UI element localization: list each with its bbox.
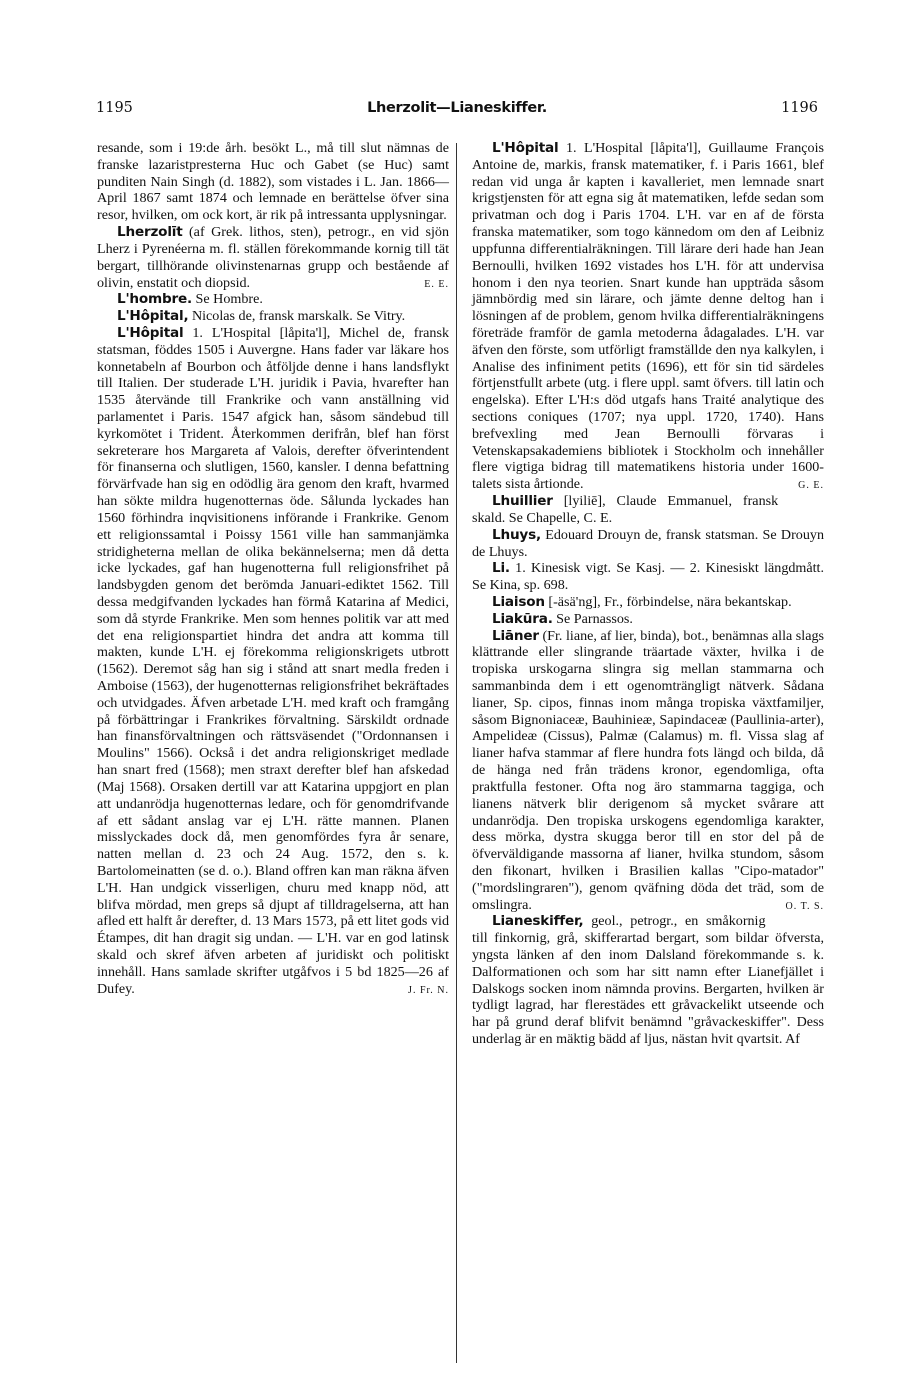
headword: L'hombre. xyxy=(117,291,193,308)
entry-liaison xyxy=(472,594,824,611)
author-signature: E. E. xyxy=(424,278,449,290)
entry-lianer xyxy=(472,628,824,914)
entry-text: 1. L'Hospital [låpita'l], Michel de, fransk statsman, föddes 1505 i Auvergne. Hans fader var läkare hos konnetabeln af Bourbon och åtföljde denne i hans landsflykt till Italien. Der studerade L'H. juridik i Pavia, hvarefter han 1535 återvände till Frankrike och vann anställning vid parlamentet i Paris. 1547 afgick han, såsom sändebud till kyrkomötet i Trident. Återkommen derifrån, blef han först sekreterare hos Margareta af Valois, derefter öfverintendent för finanserna och slutligen, 1560, kansler. I denna befattning förvärfvade han sig en odödlig ära genom den kraft, hvarmed han sökte mildra hugenotternas öde. Sålunda lyckades han 1560 förhindra inqvisitionens införande i Frankrike. Genom ett religionssamtal i Poissy 1561 ville han sammanjämka stridigheterna mellan de olika bekännelserna; men då detta icke lyckades, gaf han hugenotterna full religionsfrihet på landsbygden genom det berömda Januari-ediktet 1562. Till dessa medgifvanden lyckades han förmå Katarina af Medici, som då styrde Frankrike. Men som hennes politik var att med det ena religionspartiet hindra det andra att komma till makten, kunde L'H. ej förekomma religionskrigets utbrott (1562). Deremot såg han sig i stånd att snart medla freden i Amboise (1563), der hugenotternas religionsfrihet bekräftades och utvidgades. Äfven arbetade L'H. med kraft och framgång på förbättringar i Frankrikes förvaltning. Särskildt ordnade han finansförvaltningen och rättsväsendet ("Ordonnansen i Moulins" 1566). Också i det andra religionskriget medlade han snart fred (1568); men straxt derefter blef han afskedad (Maj 1568). Orsaken dertill var att Katarina uppgjort en plan att undanrödja hugenotternas ledare, och för genomdrifvande af ett sådant anslag var ej L'H. rätte mannen. Planen misslyckades dock då, men genomfördes fyra år senare, natten mellan d. 23 och 24 Aug. 1572, den s. k. Bartolomeinatten (se d. o.). Bland offren kan man räkna äfven L'H. Han undgick visserligen, churu med knapp nöd, att blifva mördad, men greps så djupt af tilldragelserna, att han afled ett halft år derefter, d. 13 Mars 1573, på ett litet gods vid Étampes, dit han dragit sig undan. — L'H. var en god latinsk skald och skref äfven arbeten af juridiskt och politiskt innehåll. Hans samlade skrifter utgåfvos i 5 bd 1825—26 af Dufey. xyxy=(97,324,449,997)
right-page-number: 1196 xyxy=(781,100,818,116)
headword: Li. xyxy=(492,560,510,577)
left-column xyxy=(97,140,449,999)
entry-text: resande, som i 19:de årh. besökt L., må till slut nämnas de franske lazaristpresterna Huc och Gabet (se Huc) samt punditen Nain Singh (d. 1882), som vistades i L. Jan. 1866—April 1867 samt 1874 och lemnade en berättelse öfver sina resor, hvilken, om ock kort, är rik på intressanta upplysningar. xyxy=(97,140,449,224)
right-column xyxy=(472,140,824,1048)
entry-text: geol., petrogr., en småkornig till finkornig, grå, skifferartad bergart, som bildar öfversta, yngsta länken af den inom Dalsland förekommande s. k. Dalformationen och som har sitt namn efter Lianefjället i Dalskogs socken inom nämnda provins. Bergarten, hvilken är tydligt lagrad, har flerestädes ett gråvackelikt utseende och har på grund deraf blifvit benämnd "gråvackeskiffer". Dess underlag är en mäktig bädd af ljus, nästan hvit qvartsit. Af xyxy=(472,913,824,1048)
headword: Liakūra. xyxy=(492,610,553,627)
headword: Lhuys, xyxy=(492,526,541,543)
author-signature: G. E. xyxy=(798,480,824,492)
entry-lianeskiffer xyxy=(472,913,824,1048)
entry-lhuys xyxy=(472,527,824,561)
entry-text: Se Parnassos. xyxy=(552,610,633,627)
entry-li xyxy=(472,560,824,594)
running-title: Lherzolit—Lianeskiffer. xyxy=(367,100,547,116)
author-signature: O. T. S. xyxy=(785,900,824,912)
entry-text: Edouard Drouyn de, fransk statsman. Se Drouyn de Lhuys. xyxy=(472,526,824,560)
page-header xyxy=(96,100,818,124)
entry-text: Se Hombre. xyxy=(192,291,263,308)
column-divider xyxy=(456,143,457,1363)
headword: Lhuillier xyxy=(492,493,553,510)
entry-text: Nicolas de, fransk marskalk. Se Vitry. xyxy=(188,308,406,325)
headword: Lherzolīt xyxy=(117,224,183,241)
headword: Liaison xyxy=(492,593,545,610)
headword: Liāner xyxy=(492,627,539,644)
entry-lhopital-michel xyxy=(97,325,449,998)
entry-text: (af Grek. lithos, sten), petrogr., en vid sjön Lherz i Pyrenéerna m. fl. ställen förekommande kornig till tät bergart, tillhörande olivinstenarnas grupp och bestående af olivin, enstatit och diopsid. xyxy=(97,224,449,291)
entry-text: 1. L'Hospital [låpita'l], Guillaume François Antoine de, markis, fransk matematiker, f. i Paris 1661, blef redan vid unga år kapten i kavalleriet, men lemnade snart krigstjensten för att egna sig åt matematiken, lefde sedan som privatman och dog i Paris 1704. L'H. var en af de första franska matematiker, som togo kännedom om den af Leibniz uppfunna differentialräkningen. Till lärare deri hade han Jean Bernoulli, hvilken 1692 vistades hos L'H. för att undervisa honom i den nya teorien. Snart kunde han uppträda såsom jämnbördig med sin lärare, och jämte denne deltog han i lösningen af de problem, genom hvilka differentialräkningens företräde framför de gamla metoderna ådagalades. L'H. var äfven den förste, som utförligt framställde den nya kalkylen, i Analise des infiniment petits (1696), ett för sin tid särdeles förtjenstfullt arbete (utg. i flere uppl. samt öfvers. till latin och engelska). Efter L'H:s död utgafs hans Traité analytique des sections coniques (1707; nya uppl. 1720, 1740). Hans brefvexling med Jean Bernoulli förvaras i Vetenskapsakademiens bibliotek i Stockholm och innehåller flere vigtiga bidrag till matematikens historia under 1600-talets sista årtionde. xyxy=(472,140,824,493)
author-signature: J. Fr. N. xyxy=(408,984,449,996)
headword: Lianeskiffer, xyxy=(492,913,584,930)
headword: L'Hôpital xyxy=(492,140,559,156)
entry-text: (Fr. liane, af lier, binda), bot., benämnas alla slags klättrande eller slingrande träartade växter, hvilka i de tropiska urskogarna slingra sig mellan stammarna och sammanbinda dem i ett ogenomträngligt nätverk. Sådana lianer, Sp. cipos, finnas inom många tropiska växtfamiljer, såsom Bignoniaceæ, Bauhinieæ, Sapindaceæ (Paullinia-arter), Ampelideæ (Cissus), Palmæ (Calamus) m. fl. Vissa slag af lianer hafva stammar af flere hundra fots längd och bilda, då de hänga ned från trädens kronor, egendomliga, ofta praktfulla festoner. Ofta nog äro stammarna taggiga, och lianens nätverk blir derigenom så mycket svårare att undanrödja. Den tropiska urskogens egendomliga karakter, dess mörka, dystra skugga beror till en stor del på de öfverväldigande massorna af lianer, hvilka stundom, såsom den fikonart, hvilken i Brasilien kallas "Cipo-matador" ("mordslingraren"), genom qväfning döda det träd, som de omslingra. xyxy=(472,627,824,913)
entry-text: 1. Kinesisk vigt. Se Kasj. — 2. Kinesiskt längdmått. Se Kina, sp. 698. xyxy=(472,560,824,594)
headword: L'Hôpital, xyxy=(117,308,189,325)
entry-lhopital-guillaume xyxy=(472,140,824,493)
entry-lhopital-nicolas xyxy=(97,308,449,325)
entry-lherzolit xyxy=(97,224,449,291)
entry-lhombre xyxy=(97,291,449,308)
entry-text: [-äsä'ng], Fr., förbindelse, nära bekantskap. xyxy=(544,593,792,610)
entry-liakura xyxy=(472,611,824,628)
entry-text: [lyiliē], Claude Emmanuel, fransk skald. Se Chapelle, C. E. xyxy=(472,493,779,526)
headword: L'Hôpital xyxy=(117,324,184,341)
left-page-number: 1195 xyxy=(96,100,133,116)
continuation-text xyxy=(97,140,449,224)
entry-lhuillier xyxy=(472,493,824,527)
